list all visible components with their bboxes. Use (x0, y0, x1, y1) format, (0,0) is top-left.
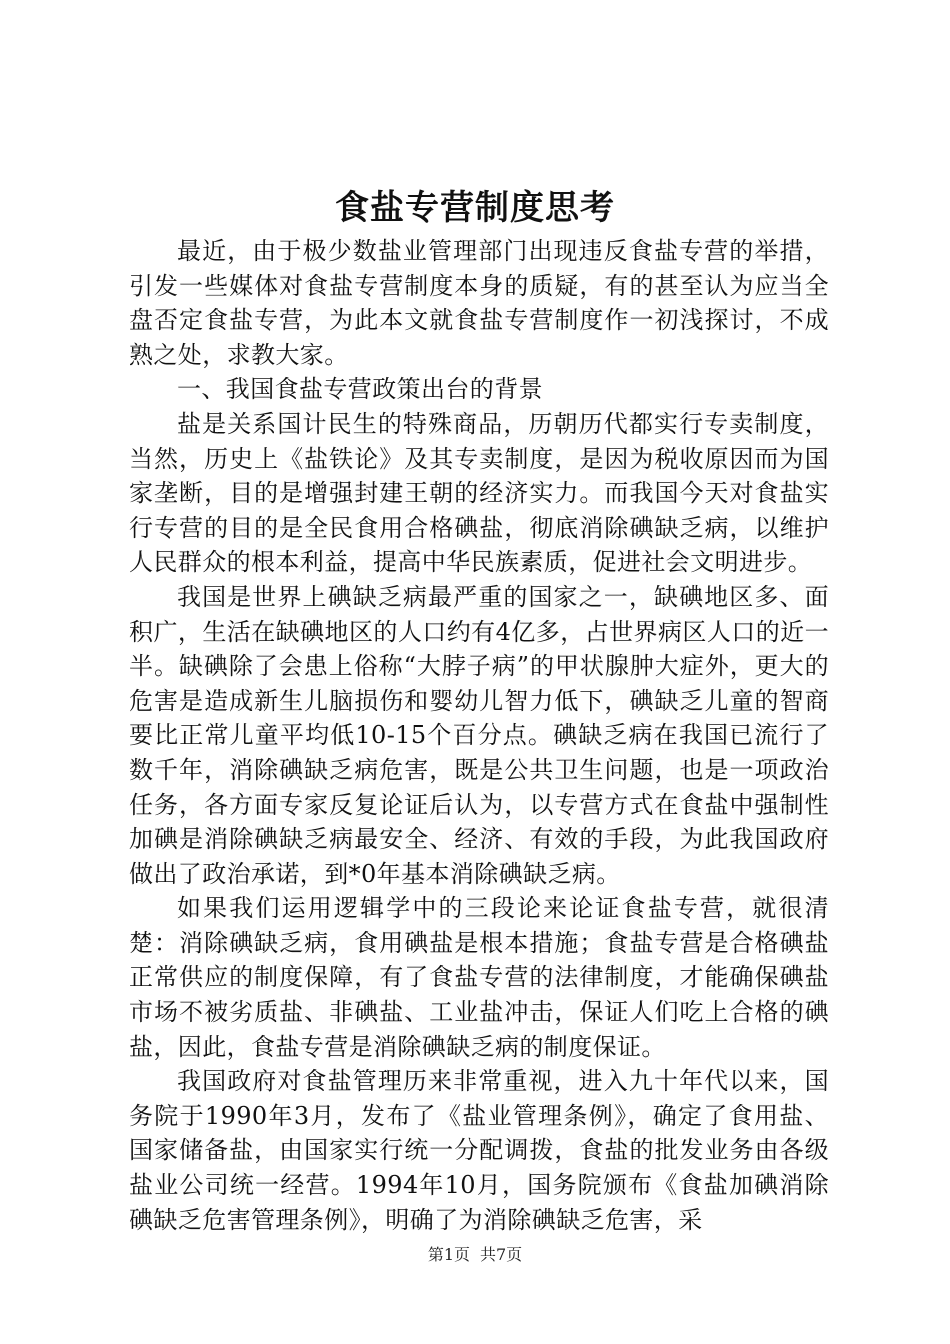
paragraph-salt-history: 盐是关系国计民生的特殊商品，历朝历代都实行专卖制度，当然，历史上《盐铁论》及其专卖制度，是因为税收原因而为国家垄断，目的是增强封建王朝的经济实力。而我国今天对食盐实行专营的目的是全民食用合格碘盐，彻底消除碘缺乏病，以维护人民群众的根本利益，提高中华民族素质，促进社会文明进步。 (129, 409, 829, 577)
document-body (129, 234, 829, 1237)
paragraph-government-regulation: 我国政府对食盐管理历来非常重视，进入九十年代以来，国务院于1990年3月，发布了《盐业管理条例》，确定了食用盐、国家储备盐，由国家实行统一分配调拨，食盐的批发业务由各级盐业公司统一经营。1994年10月，国务院颁布《食盐加碘消除碘缺乏危害管理条例》，明确了为消除碘缺乏危害，采 (129, 1067, 829, 1234)
page-total: 共7页 (480, 1245, 523, 1264)
document-title: 食盐专营制度思考 (335, 188, 615, 228)
page-number: 第1页 (427, 1245, 470, 1264)
paragraph-syllogism: 如果我们运用逻辑学中的三段论来论证食盐专营，就很清楚：消除碘缺乏病，食用碘盐是根本措施；食盐专营是合格碘盐正常供应的制度保障，有了食盐专营的法律制度，才能确保碘盐市场不被劣质盐、非碘盐、工业盐冲击，保证人们吃上合格的碘盐，因此，食盐专营是消除碘缺乏病的制度保证。 (129, 894, 829, 1061)
section-heading-background: 一、我国食盐专营政策出台的背景 (177, 375, 543, 404)
paragraph-intro: 最近，由于极少数盐业管理部门出现违反食盐专营的举措，引发一些媒体对食盐专营制度本身的质疑，有的甚至认为应当全盘否定食盐专营，为此本文就食盐专营制度作一初浅探讨，不成熟之处，求教大家。 (129, 237, 829, 369)
paragraph-iodine-deficiency: 我国是世界上碘缺乏病最严重的国家之一，缺碘地区多、面积广，生活在缺碘地区的人口约有4亿多，占世界病区人口的近一半。缺碘除了会患上俗称“大脖子病”的甲状腺肿大症外，更大的危害是造成新生儿脑损伤和婴幼儿智力低下，碘缺乏儿童的智商要比正常儿童平均低10-15个百分点。碘缺乏病在我国已流行了数千年，消除碘缺乏病危害，既是公共卫生问题，也是一项政治任务，各方面专家反复论证后认为，以专营方式在食盐中强制性加碘是消除碘缺乏病最安全、经济、有效的手段，为此我国政府做出了政治承诺，到*0年基本消除碘缺乏病。 (129, 582, 829, 888)
page-footer (0, 1243, 950, 1267)
